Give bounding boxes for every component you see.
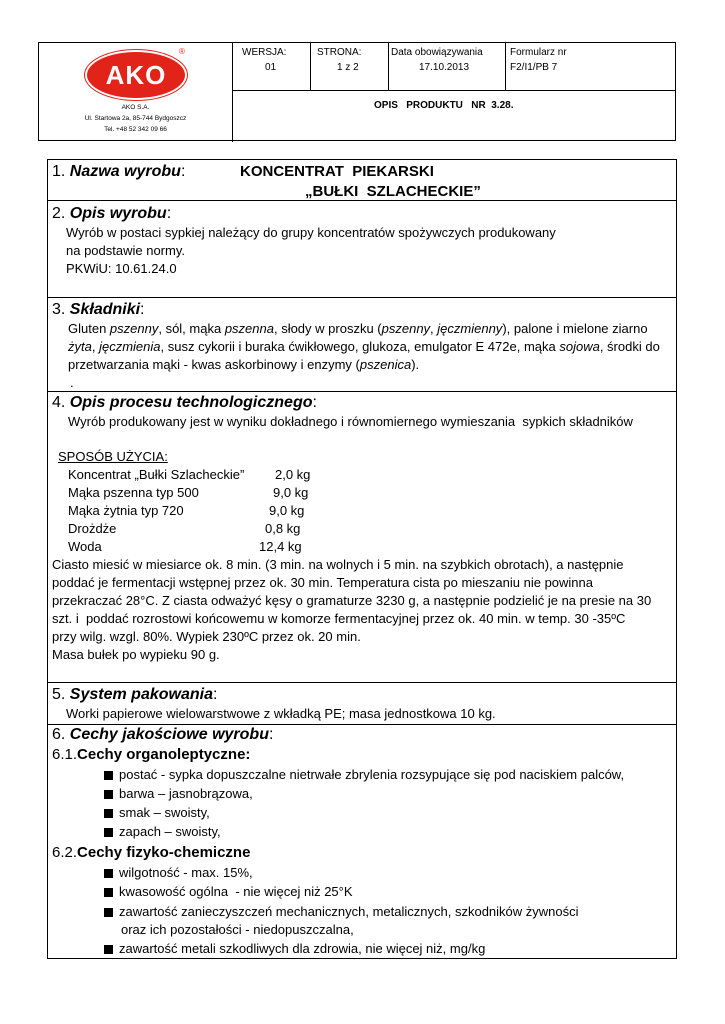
company-name: AKO S.A.	[121, 104, 150, 111]
list-item: barwa – jasnobrązowa,	[119, 786, 253, 801]
bullet-icon	[104, 908, 113, 917]
bullet-icon	[104, 945, 113, 954]
pkwiu-code: PKWiU: 10.61.24.0	[66, 261, 177, 276]
document-header	[38, 42, 676, 141]
product-name-line1: KONCENTRAT PIEKARSKI	[240, 163, 434, 180]
section-5-heading: 5. System pakowania:	[52, 686, 218, 703]
recipe-item-qty: 9,0 kg	[273, 485, 309, 500]
recipe-item-qty: 12,4 kg	[259, 539, 302, 554]
product-name-line2: „BUŁKI SZLACHECKIE”	[305, 183, 481, 200]
recipe-item-qty: 9,0 kg	[269, 503, 305, 518]
ingredients-line2: żyta, jęczmienia, susz cykorii i buraka ćwikłowego, glukoza, emulgator E 472e, mąka sojowa, środki do	[68, 339, 660, 354]
ingredients-line3: przetwarzania mąki - kwas askorbinowy i enzymy (pszenica).	[68, 357, 420, 372]
description-line2: na podstawie normy.	[66, 243, 185, 258]
bullet-icon	[104, 828, 113, 837]
ingredients-line1: Gluten pszenny, sól, mąka pszenna, słody w proszku (pszenny, jęczmienny), palone i mielone ziarno	[68, 321, 648, 336]
process-text-line3: przekraczać 28°C. Z ciasta odważyć kęsy o gramaturze 3230 g, a następnie podzielić je na presie na 30	[52, 593, 652, 608]
section-4-heading: 4. Opis procesu technologicznego:	[52, 394, 317, 411]
bullet-icon	[104, 869, 113, 878]
process-line1: Wyrób produkowany jest w wyniku dokładnego i równomiernego wymieszania sypkich składników	[68, 414, 633, 429]
date-label: Data obowiązywania	[391, 47, 483, 58]
list-item: postać - sypka dopuszczalne nietrwałe zbrylenia rozsypujące się pod naciskiem palców,	[119, 767, 625, 782]
bullet-icon	[104, 809, 113, 818]
list-item-continuation: oraz ich pozostałości - niedopuszczalna,	[121, 922, 354, 937]
section-2-heading: 2. Opis wyrobu:	[52, 205, 172, 222]
bullet-icon	[104, 771, 113, 780]
form-value: F2/I1/PB 7	[510, 62, 558, 73]
registered-mark: ®	[179, 47, 185, 56]
list-item: zawartość zanieczyszczeń mechanicznych, metalicznych, szkodników żywności	[119, 904, 579, 919]
company-phone: Tel. +48 52 342 09 66	[104, 126, 167, 133]
section-6-1-heading: 6.1.Cechy organoleptyczne:	[52, 746, 251, 763]
process-text-line4: szt. i poddać rozrostowi końcowemu w komorze fermentacyjnej przez ok. 40 min. w temp. 30 -35ºC	[52, 611, 626, 626]
list-item: zapach – swoisty,	[119, 824, 221, 839]
page-value: 1 z 2	[337, 62, 359, 73]
process-text-line2: poddać je fermentacji wstępnej przez ok. 30 min. Temperatura cista po mieszaniu nie powinna	[52, 575, 593, 590]
list-item: kwasowość ogólna - nie więcej niż 25°K	[119, 884, 353, 899]
ingredients-dot: .	[70, 375, 74, 390]
recipe-item-qty: 2,0 kg	[275, 467, 311, 482]
process-text-line1: Ciasto miesić w miesiarce ok. 8 min. (3 min. na wolnych i 5 min. na szybkich obrotach), a następnie	[52, 557, 624, 572]
list-item: zawartość metali szkodliwych dla zdrowia, nie więcej niż, mg/kg	[119, 941, 486, 956]
recipe-item-qty: 0,8 kg	[265, 521, 301, 536]
document-title: OPIS PRODUKTU NR 3.28.	[374, 100, 514, 111]
usage-title: SPOSÓB UŻYCIA:	[58, 449, 168, 464]
version-label: WERSJA:	[242, 47, 287, 58]
section-6-heading: 6. Cechy jakościowe wyrobu:	[52, 726, 274, 743]
recipe-item-name: Drożdże	[68, 521, 117, 536]
page-label: STRONA:	[317, 47, 362, 58]
version-value: 01	[265, 62, 277, 73]
bullet-icon	[104, 888, 113, 897]
section-6-2-heading: 6.2.Cechy fizyko-chemiczne	[52, 844, 251, 861]
recipe-item-name: Mąka żytnia typ 720	[68, 503, 184, 518]
process-text-line6: Masa bułek po wypieku 90 g.	[52, 647, 220, 662]
section-3-heading: 3. Składniki:	[52, 301, 145, 318]
packaging-text: Worki papierowe wielowarstwowe z wkładką PE; masa jednostkowa 10 kg.	[66, 706, 496, 721]
section-1-heading: 1. Nazwa wyrobu:	[52, 163, 186, 180]
list-item: wilgotność - max. 15%,	[119, 865, 253, 880]
form-label: Formularz nr	[510, 47, 567, 58]
recipe-item-name: Koncentrat „Bułki Szlacheckie”	[68, 467, 245, 482]
process-text-line5: przy wilg. wzgl. 80%. Wypiek 230ºC przez ok. 20 min.	[52, 629, 361, 644]
logo-text: AKO	[105, 60, 167, 90]
recipe-item-name: Mąka pszenna typ 500	[68, 485, 199, 500]
company-address: Ul. Startowa 2a, 85-744 Bydgoszcz	[84, 115, 187, 122]
recipe-item-name: Woda	[68, 539, 102, 554]
list-item: smak – swoisty,	[119, 805, 210, 820]
bullet-icon	[104, 790, 113, 799]
description-line1: Wyrób w postaci sypkiej należący do grupy koncentratów spożywczych produkowany	[66, 225, 556, 240]
date-value: 17.10.2013	[419, 62, 470, 73]
